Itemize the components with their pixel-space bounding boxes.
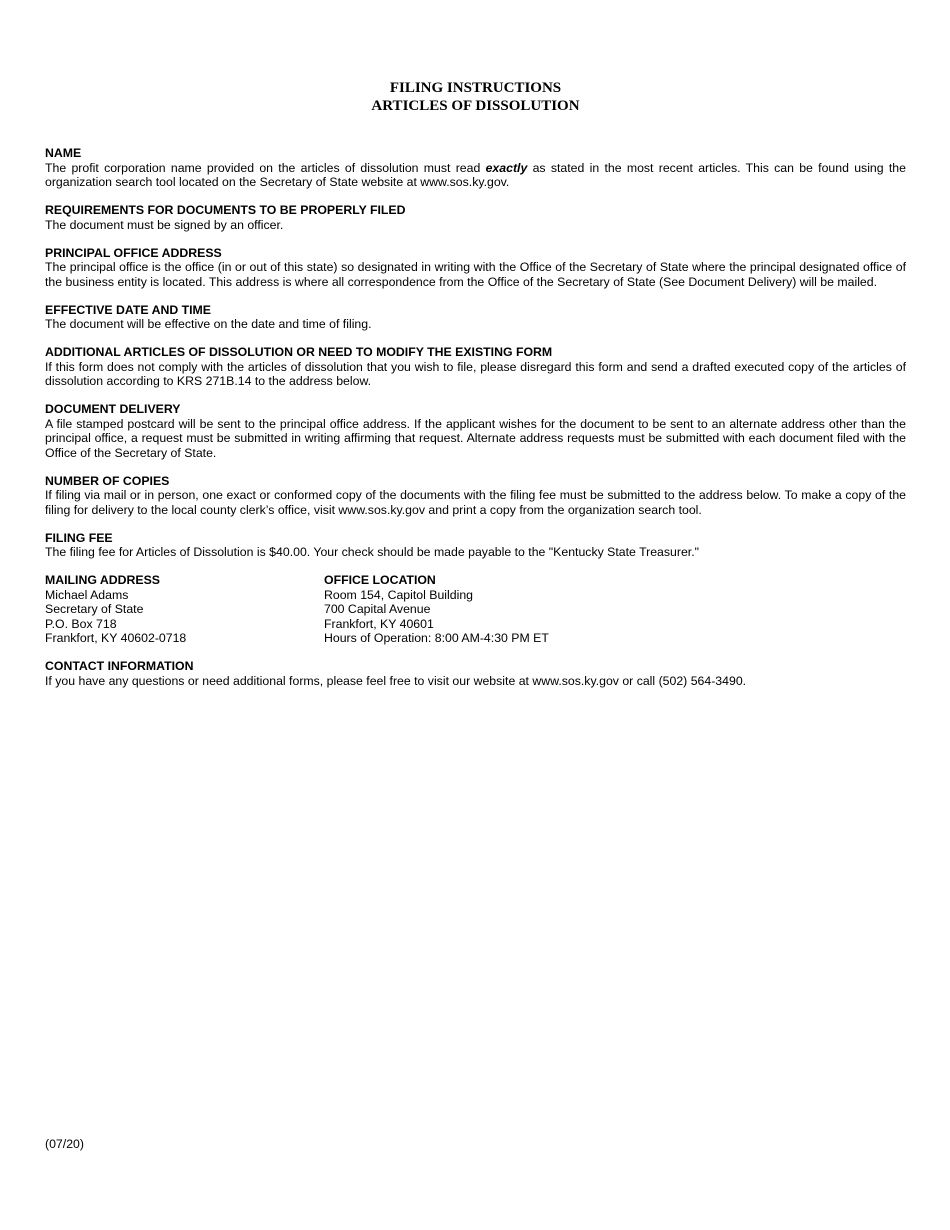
section-requirements [45, 203, 906, 232]
document-title [45, 79, 906, 115]
mailing-address-line: Secretary of State [45, 602, 144, 616]
section-text: If filing via mail or in person, one exact or conformed copy of the documents with the filing fee must be submitted to the address below. To make a copy of the filing for delivery to the local county clerk’s office, visit www.sos.ky.gov and print a copy from the organization search tool. [45, 488, 906, 517]
section-heading: CONTACT INFORMATION [45, 659, 194, 673]
section-text: If you have any questions or need additional forms, please feel free to visit our website at www.sos.ky.gov or call (502) 564-3490. [45, 673, 747, 688]
section-text: The document will be effective on the date and time of filing. [45, 317, 372, 331]
section-heading: DOCUMENT DELIVERY [45, 402, 181, 416]
revision-date: (07/20) [45, 1137, 84, 1151]
section-name [45, 146, 906, 190]
address-columns [45, 573, 906, 646]
section-contact [45, 659, 906, 688]
office-location [324, 573, 549, 646]
mailing-address-line: P.O. Box 718 [45, 616, 117, 631]
mailing-address-line: Frankfort, KY 40602-0718 [45, 631, 187, 645]
section-text: A file stamped postcard will be sent to the principal office address. If the applicant wishes for the document to be sent to an alternate address other than the principal office, a request must be submitted in writing affirming that request. Alternate address requests must be submitted with each document filed with the Office of the Secretary of State. [45, 416, 906, 460]
section-text: The document must be signed by an officer. [45, 217, 284, 232]
section-heading: NUMBER OF COPIES [45, 473, 170, 488]
office-location-line: 700 Capital Avenue [324, 602, 431, 616]
section-heading: PRINCIPAL OFFICE ADDRESS [45, 245, 222, 260]
section-text: If this form does not comply with the articles of dissolution that you wish to file, please disregard this form and send a drafted executed copy of the articles of dissolution according to KRS 271B.14 to the address below. [45, 359, 906, 388]
mailing-address-heading: MAILING ADDRESS [45, 573, 161, 587]
office-location-line: Frankfort, KY 40601 [324, 616, 434, 631]
section-principal-office [45, 246, 906, 290]
name-text-after: as stated in the most recent articles. This can be found using the organization search tool located on the Secretary of State website at www.sos.ky.gov. [45, 160, 906, 189]
section-number-of-copies [45, 474, 906, 518]
section-heading: ADDITIONAL ARTICLES OF DISSOLUTION OR NEED TO MODIFY THE EXISTING FORM [45, 345, 553, 359]
office-location-heading: OFFICE LOCATION [324, 573, 436, 587]
section-heading: NAME [45, 146, 82, 160]
section-text [45, 161, 906, 190]
title-line-2: ARTICLES OF DISSOLUTION [371, 98, 580, 114]
mailing-address-line: Michael Adams [45, 587, 129, 602]
section-heading: REQUIREMENTS FOR DOCUMENTS TO BE PROPERLY FILED [45, 203, 406, 217]
document-body [45, 146, 906, 702]
section-heading: EFFECTIVE DATE AND TIME [45, 302, 212, 317]
section-filing-fee [45, 531, 906, 560]
name-text-before: The profit corporation name provided on the articles of dissolution must read [45, 160, 486, 175]
mailing-address [45, 573, 324, 646]
section-additional-articles [45, 345, 906, 389]
section-text: The principal office is the office (in or out of this state) so designated in writing with the Office of the Secretary of State where the principal designated office of the business entity is located. This address is where all correspondence from the Office of the Secretary of State (See Document Delivery) will be mailed. [45, 260, 906, 289]
section-document-delivery [45, 402, 906, 460]
section-heading: FILING FEE [45, 530, 113, 545]
section-effective-date [45, 303, 906, 332]
title-line-1: FILING INSTRUCTIONS [389, 80, 562, 96]
section-text: The filing fee for Articles of Dissolution is $40.00. Your check should be made payable to the "Kentucky State Treasurer." [45, 545, 700, 559]
office-location-line: Hours of Operation: 8:00 AM-4:30 PM ET [324, 631, 549, 645]
office-location-line: Room 154, Capitol Building [324, 587, 474, 602]
name-emphasis: exactly [485, 160, 528, 175]
